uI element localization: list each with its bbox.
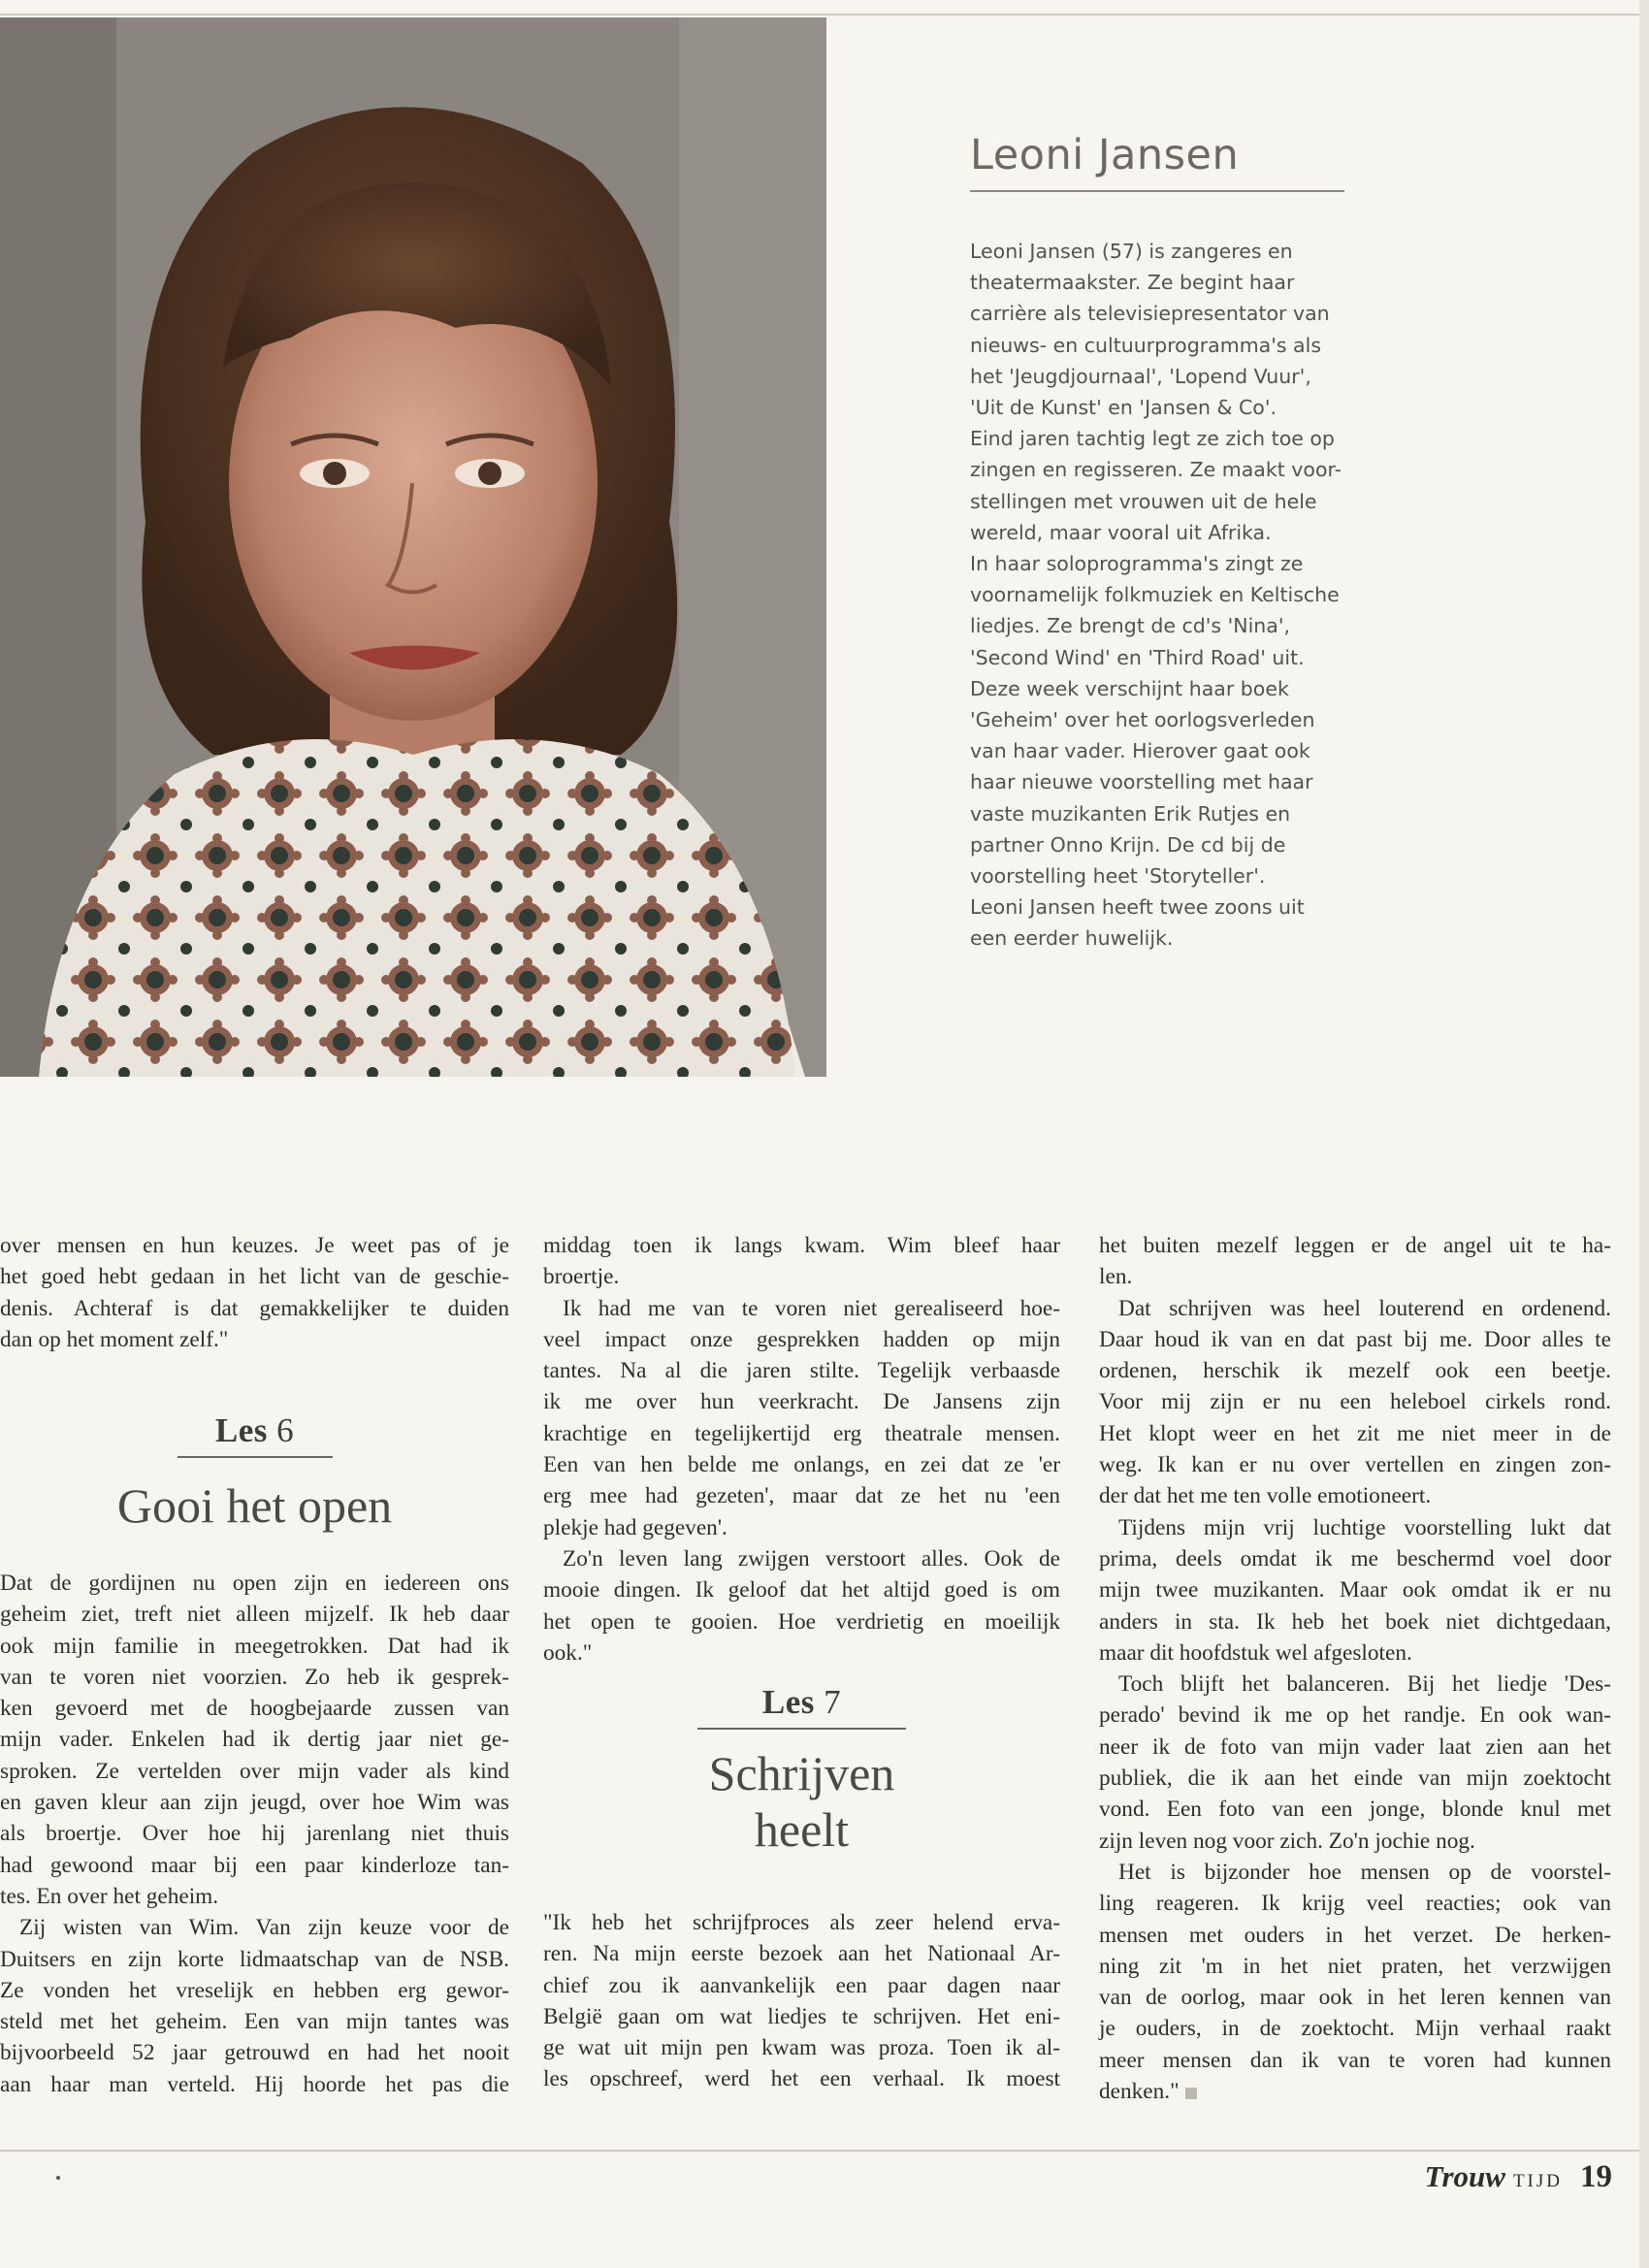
text-line: maar dit hoofdstuk wel afgesloten. xyxy=(1099,1639,1412,1666)
text-line: geheim ziet, treft niet alleen mijzelf. Ik heb daar xyxy=(0,1602,509,1628)
text-line: Zij wisten van Wim. Van zijn keuze voor de xyxy=(19,1915,509,1941)
text-line: Een van hen belde me onlangs, en zei dat ze 'er xyxy=(543,1452,1060,1478)
text-line: had gewoond maar bij een paar kinderloze tan- xyxy=(0,1852,509,1878)
page-footer xyxy=(1425,2159,1612,2195)
text-line: ik me over hun veerkracht. De Jansens zijn xyxy=(543,1389,1060,1415)
text-line: als broertje. Over hoe hij jarenlang niet thuis xyxy=(0,1821,509,1847)
text-line: tantes. Na al die jaren stilte. Tegelijk verbaasde xyxy=(543,1358,1060,1384)
les-label xyxy=(543,1683,1060,1722)
article-column-2 xyxy=(543,1230,1060,1669)
text-line: België gaan om wat liedjes te schrijven. Het eni- xyxy=(543,2003,1060,2029)
text-line: vond. Een foto van een jonge, blonde knul met xyxy=(1099,1797,1611,1823)
bio-line: voornamelijk folkmuziek en Keltische xyxy=(970,583,1340,607)
les-rule xyxy=(178,1456,333,1458)
bio-line: carrière als televisiepresentator van xyxy=(970,302,1330,326)
les-word: Les xyxy=(214,1411,268,1449)
text-line: Het klopt weer en het zit me niet meer in de xyxy=(1099,1420,1611,1446)
text-line: mooie dingen. Ik geloof dat het altijd goed is om xyxy=(543,1577,1060,1604)
les-rule xyxy=(697,1728,906,1730)
article-column-1-body xyxy=(0,1568,509,2100)
text-line: mijn vader. Enkelen had ik dertig jaar niet ge- xyxy=(0,1727,509,1753)
final-line-text: denken." xyxy=(1099,2079,1180,2105)
text-line: Voor mij zijn er nu een heleboel cirkels rond. xyxy=(1099,1389,1611,1415)
text-line: der dat het me ten volle emotioneert. xyxy=(1099,1483,1432,1509)
text-line: ook." xyxy=(543,1639,593,1666)
text-line: len. xyxy=(1099,1264,1133,1290)
text-line: Het is bijzonder hoe mensen op de voorstel- xyxy=(1118,1859,1611,1885)
text-line: ken gevoerd met de hoogbejaarde zussen van xyxy=(0,1696,509,1722)
text-line: les opschreef, werd het een verhaal. Ik moest xyxy=(543,2066,1060,2092)
les-title-line: heelt xyxy=(754,1802,850,1857)
text-line: chief zou ik aanvankelijk een paar dagen naar xyxy=(543,1972,1060,1998)
section-name: TIJD xyxy=(1512,2171,1563,2191)
les-number: 6 xyxy=(276,1411,295,1449)
text-line: het open te gooien. Hoe verdrietig en moeilijk xyxy=(543,1608,1060,1635)
text-line: Duitsers en zijn korte lidmaatschap van de NSB. xyxy=(0,1946,509,1972)
text-line: Toch blijft het balanceren. Bij het liedje 'Des- xyxy=(1118,1671,1611,1698)
article-column-3 xyxy=(1099,1230,1611,2107)
page-number: 19 xyxy=(1580,2159,1612,2194)
page-edge xyxy=(1639,0,1649,2268)
bio-line: Eind jaren tachtig legt ze zich toe op xyxy=(970,427,1335,451)
text-line: "Ik heb het schrijfproces als zeer helend erva- xyxy=(543,1910,1060,1935)
bio-line: van haar vader. Hierover gaat ook xyxy=(970,739,1310,763)
text-line: publiek, die ik aan het einde van mijn zoektocht xyxy=(1099,1766,1611,1792)
text-line: aan haar man verteld. Hij hoorde het pas die xyxy=(0,2071,509,2097)
bio-line: een eerder huwelijk. xyxy=(970,926,1174,951)
text-line: denis. Achteraf is dat gemakkelijker te duiden xyxy=(0,1295,509,1321)
article-column-1 xyxy=(0,1230,509,1355)
text-line: sproken. Ze vertelden over mijn vader als kind xyxy=(0,1758,509,1784)
text-line: Tijdens mijn vrij luchtige voorstelling lukt dat xyxy=(1118,1514,1611,1540)
text-line: zijn leven nog voor zich. Zo'n jochie nog. xyxy=(1099,1828,1475,1854)
text-line: steld met het geheim. Een van mijn tantes was xyxy=(0,2009,509,2035)
text-line: ook mijn familie in meegetrokken. Dat had ik xyxy=(0,1633,509,1659)
bio-line: Leoni Jansen (57) is zangeres en xyxy=(970,240,1293,263)
text-line: ordenen, herschik ik mezelf ook een beetje. xyxy=(1099,1358,1611,1384)
bio-line: In haar soloprogramma's zingt ze xyxy=(970,552,1304,576)
text-line: prima, deels omdat ik me beschermd voel door xyxy=(1099,1545,1611,1571)
text-line: weg. Ik kan er nu over vertellen en zingen zon- xyxy=(1099,1452,1611,1478)
section-heading-les-6 xyxy=(0,1411,509,1534)
les-number: 7 xyxy=(824,1683,842,1721)
text-line: mensen met ouders in het verzet. De herken- xyxy=(1099,1922,1611,1948)
portrait-illustration xyxy=(0,17,826,1077)
text-line: plekje had gegeven'. xyxy=(543,1514,728,1540)
bio-line: stellingen met vrouwen uit de hele xyxy=(970,489,1317,513)
text-line: broertje. xyxy=(543,1264,620,1290)
text-line: ning zit 'm in het niet praten, het verzwijgen xyxy=(1099,1953,1611,1979)
text-line: van de oorlog, maar ook in het leren kennen van xyxy=(1099,1985,1611,2011)
text-line: je ouders, in de zoektocht. Mijn verhaal raakt xyxy=(1099,2016,1611,2042)
text-line: dan op het moment zelf." xyxy=(0,1326,229,1352)
bio-line: nieuws- en cultuurprogramma's als xyxy=(970,333,1321,357)
text-line: het buiten mezelf leggen er de angel uit te ha- xyxy=(1099,1233,1611,1258)
bio-text xyxy=(970,236,1387,955)
text-line: Zo'n leven lang zwijgen verstoort alles. Ook de xyxy=(563,1545,1060,1571)
bio-line: liedjes. Ze brengt de cd's 'Nina', xyxy=(970,614,1291,638)
les-label xyxy=(0,1411,509,1450)
text-line: van te voren niet voorzien. Zo heb ik gesprek- xyxy=(0,1664,509,1690)
bio-line: partner Onno Krijn. De cd bij de xyxy=(970,832,1286,857)
bio-line: haar nieuwe voorstelling met haar xyxy=(970,770,1313,794)
text-line: en gaven kleur aan zijn jeugd, over hoe Wim was xyxy=(0,1790,509,1816)
text-line: mijn twee muzikanten. Maar ook omdat ik er nu xyxy=(1099,1577,1611,1604)
text-line: Dat de gordijnen nu open zijn en iedereen ons xyxy=(0,1571,509,1596)
bio-line: zingen en regisseren. Ze maakt voor- xyxy=(970,458,1342,482)
text-line: Dat schrijven was heel louterend en ordenend. xyxy=(1118,1295,1611,1321)
text-line: ren. Na mijn eerste bezoek aan het Nationaal Ar- xyxy=(543,1941,1060,1967)
les-title: Gooi het open xyxy=(116,1478,393,1533)
bio-line: Deze week verschijnt haar boek xyxy=(970,676,1289,700)
bio-line: het 'Jeugdjournaal', 'Lopend Vuur', xyxy=(970,364,1311,388)
section-heading-les-7 xyxy=(543,1683,1060,1858)
text-line: neer ik de foto van mijn vader laat zien aan het xyxy=(1099,1733,1611,1760)
text-line: over mensen en hun keuzes. Je weet pas of je xyxy=(0,1233,509,1258)
text-line: tes. En over het geheim. xyxy=(0,1883,219,1909)
footer-rule xyxy=(0,2150,1639,2152)
bio-line: wereld, maar vooral uit Afrika. xyxy=(970,520,1272,544)
end-of-article-square-icon xyxy=(1185,2088,1197,2099)
text-line: Daar houd ik van en dat past bij me. Door alles te xyxy=(1099,1326,1611,1352)
text-line: anders in sta. Ik heb het boek niet dichtgedaan, xyxy=(1099,1608,1611,1635)
text-line: het goed hebt gedaan in het licht van de geschie- xyxy=(0,1264,509,1290)
publication-brand: Trouw xyxy=(1424,2159,1505,2193)
text-line xyxy=(1099,2076,1611,2107)
bio-line: Leoni Jansen heeft twee zoons uit xyxy=(970,895,1305,920)
text-line: ling reageren. Ik krijg veel reacties; ook van xyxy=(1099,1891,1611,1917)
les-title-line: Schrijven xyxy=(708,1746,895,1800)
bio-line: 'Uit de Kunst' en 'Jansen & Co'. xyxy=(970,396,1277,420)
page-speck xyxy=(56,2176,60,2180)
text-line: ge wat uit mijn pen kwam was proza. Toen ik al- xyxy=(543,2035,1060,2061)
article-column-2-body xyxy=(543,1907,1060,2095)
text-line: Ik had me van te voren niet gerealiseerd hoe- xyxy=(563,1295,1060,1321)
bio-line: voorstelling heet 'Storyteller'. xyxy=(970,864,1266,889)
bio-line: theatermaakster. Ze begint haar xyxy=(970,271,1295,295)
text-line: krachtige en tegelijkertijd erg theatrale mensen. xyxy=(543,1420,1060,1446)
text-line: middag toen ik langs kwam. Wim bleef haar xyxy=(543,1233,1060,1258)
text-line: bijvoorbeeld 52 jaar getrouwd en had het nooit xyxy=(0,2040,509,2066)
text-line: veel impact onze gesprekken hadden op mijn xyxy=(543,1326,1060,1352)
top-rule xyxy=(0,14,1639,16)
bio-name: Leoni Jansen xyxy=(970,131,1240,179)
text-line: Ze vonden het vreselijk en hebben erg gewor- xyxy=(0,1977,509,2003)
bio-line: vaste muzikanten Erik Rutjes en xyxy=(970,801,1291,826)
text-line: perado' bevind ik me op het randje. En ook wan- xyxy=(1099,1702,1611,1729)
bio-line: 'Geheim' over het oorlogsverleden xyxy=(970,708,1315,732)
text-line: meer mensen dan ik van te voren had kunnen xyxy=(1099,2047,1611,2073)
les-word: Les xyxy=(761,1683,815,1721)
text-line: erg mee had gezeten', maar dat ze het nu 'een xyxy=(543,1483,1060,1509)
portrait-photo xyxy=(0,17,826,1077)
bio-rule xyxy=(970,190,1344,192)
bio-line: 'Second Wind' en 'Third Road' uit. xyxy=(970,645,1305,669)
